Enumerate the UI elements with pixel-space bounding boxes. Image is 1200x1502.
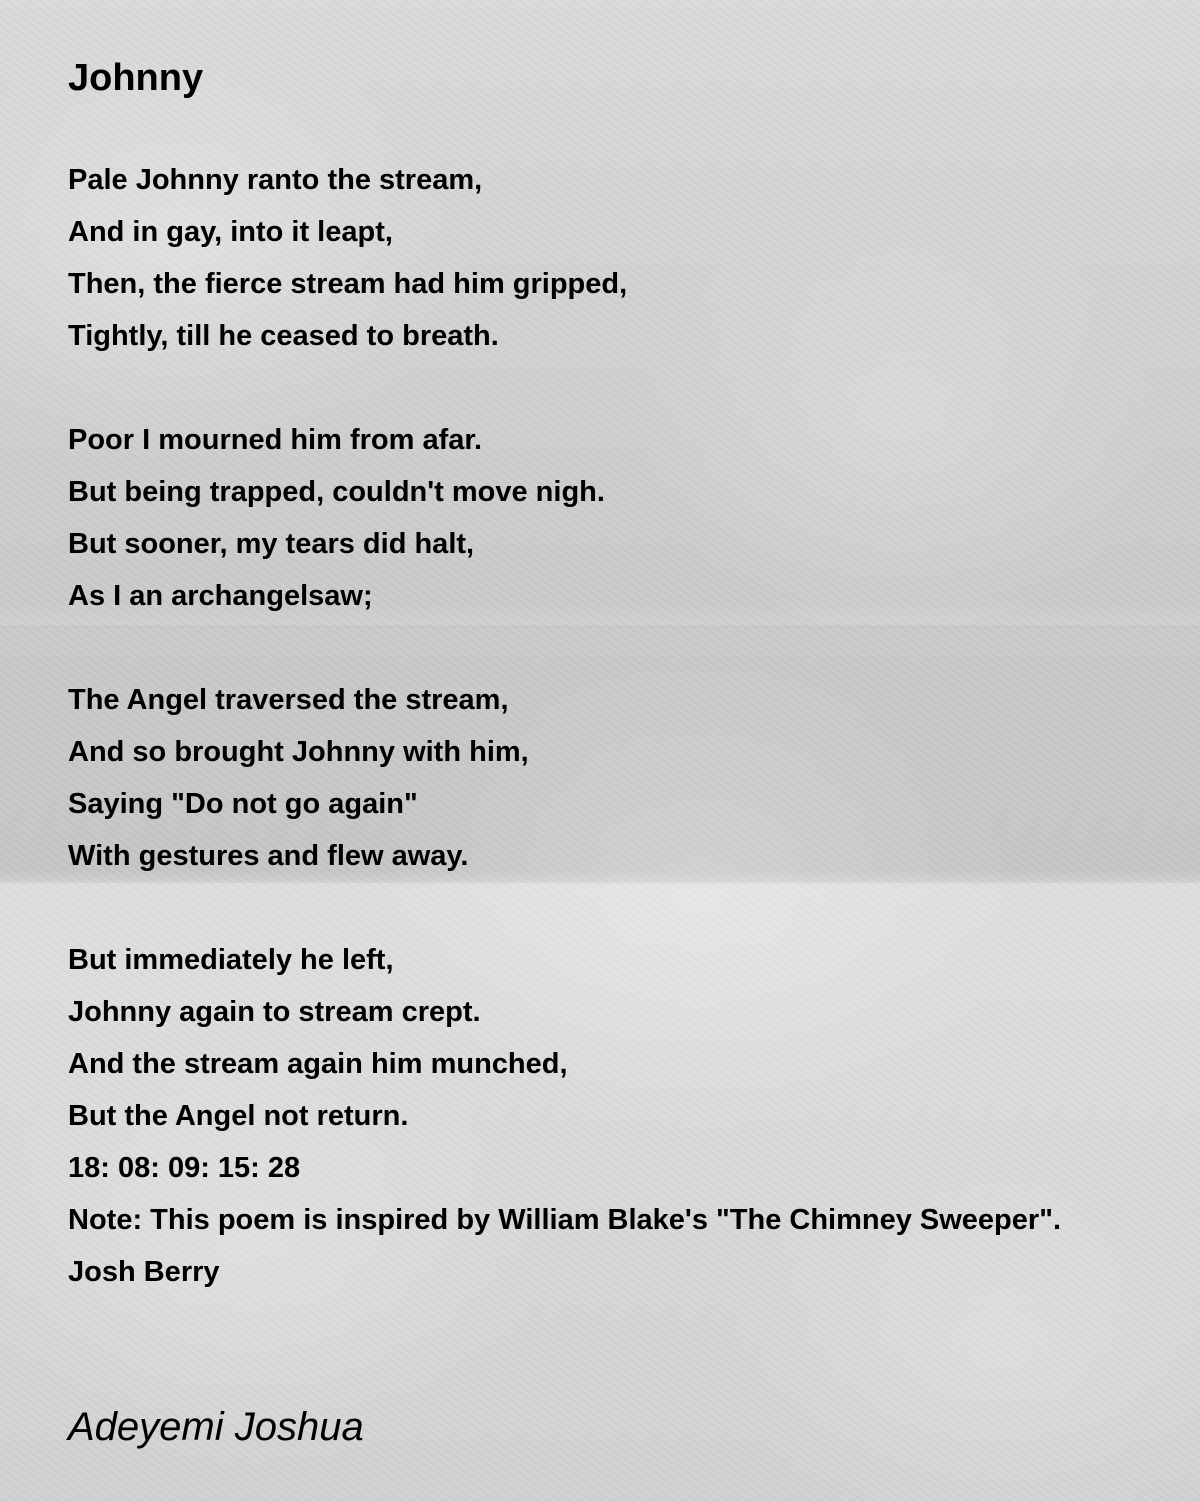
poem-line: Saying "Do not go again" <box>68 788 418 820</box>
poem-line: The Angel traversed the stream, <box>68 684 509 716</box>
poem-line: But the Angel not return. <box>68 1100 409 1132</box>
poem-body <box>68 154 1148 1350</box>
poem-line: And in gay, into it leapt, <box>68 216 393 248</box>
poem-note: Note: This poem is inspired by William Blake's "The Chimney Sweeper". <box>68 1204 1061 1236</box>
poem-line: But sooner, my tears did halt, <box>68 528 475 560</box>
stanza-4 <box>68 934 1148 1298</box>
poem-line: And the stream again him munched, <box>68 1048 568 1080</box>
stanza-3 <box>68 674 1148 882</box>
poem-dedication: Josh Berry <box>68 1256 220 1288</box>
poem-line: But immediately he left, <box>68 944 394 976</box>
poem-line: And so brought Johnny with him, <box>68 736 529 768</box>
poem-author: Adeyemi Joshua <box>68 1405 364 1449</box>
poem-line: Poor I mourned him from afar. <box>68 424 483 456</box>
poem-line: With gestures and flew away. <box>68 840 469 872</box>
poem-line: As I an archangelsaw; <box>68 580 373 612</box>
poem-line: But being trapped, couldn't move nigh. <box>68 476 605 508</box>
poem-line: Johnny again to stream crept. <box>68 996 481 1028</box>
stanza-2 <box>68 414 1148 622</box>
poem-title: Johnny <box>68 57 204 99</box>
poem-line: Then, the fierce stream had him gripped, <box>68 268 628 300</box>
poem-date-line: 18: 08: 09: 15: 28 <box>68 1152 301 1184</box>
poem-line: Pale Johnny ranto the stream, <box>68 164 483 196</box>
stanza-1 <box>68 154 1148 362</box>
poem-line: Tightly, till he ceased to breath. <box>68 320 499 352</box>
